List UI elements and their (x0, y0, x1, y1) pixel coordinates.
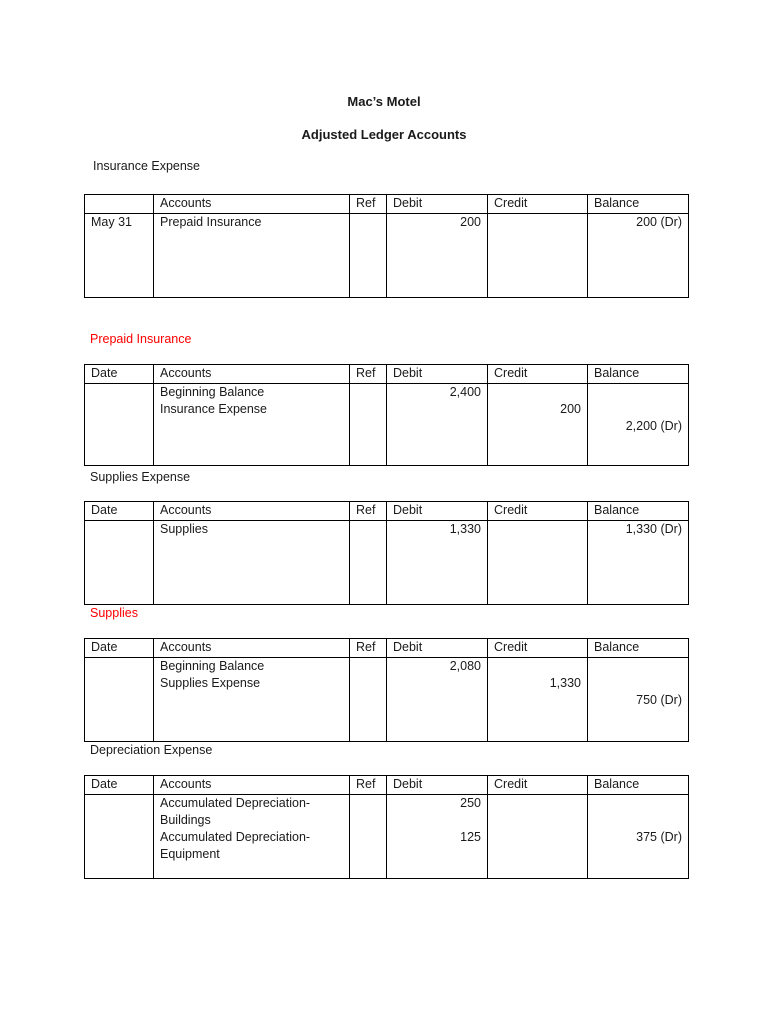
credit-header: Credit (488, 502, 588, 521)
balance-value: 375 (Dr) (636, 830, 682, 844)
debit-header: Debit (387, 776, 488, 795)
entry-debit (387, 384, 488, 466)
ledger-header-row (85, 639, 689, 658)
ref-header: Ref (350, 776, 387, 795)
balance-header: Balance (588, 639, 689, 658)
date-header: Date (85, 365, 154, 384)
entry-credit (488, 521, 588, 605)
ledger-title-supplies: Supplies (90, 606, 138, 620)
ref-header: Ref (350, 365, 387, 384)
entry-credit (488, 384, 588, 466)
debit-value: 125 (460, 830, 481, 844)
document-subtitle: Adjusted Ledger Accounts (301, 127, 467, 142)
ledger-title-depreciation-expense: Depreciation Expense (90, 743, 213, 757)
entry-credit (488, 658, 588, 742)
ledger-title-supplies-expense: Supplies Expense (90, 470, 191, 484)
ledger-table-supplies (84, 638, 689, 742)
entry-debit (387, 214, 488, 298)
ledger-body-row (85, 521, 689, 605)
ref-header: Ref (350, 195, 387, 214)
accounts-header: Accounts (154, 776, 350, 795)
account-line: Accumulated Depreciation- (160, 796, 311, 810)
ledger-table-depreciation-expense (84, 775, 689, 879)
ledger-title-insurance-expense: Insurance Expense (93, 159, 201, 173)
accounts-header: Accounts (154, 365, 350, 384)
date-header (85, 195, 154, 214)
balance-header: Balance (588, 776, 689, 795)
entry-date (85, 658, 154, 742)
account-line: Insurance Expense (160, 402, 268, 416)
account-line: Prepaid Insurance (160, 215, 262, 229)
ledger-table-prepaid-insurance (84, 364, 689, 466)
entry-accounts (154, 658, 350, 742)
entry-ref (350, 214, 387, 298)
ref-header: Ref (350, 502, 387, 521)
ledger-header-row (85, 502, 689, 521)
balance-value: 200 (Dr) (636, 215, 682, 229)
balance-value: 1,330 (Dr) (625, 522, 682, 536)
ledger-table-insurance-expense (84, 194, 689, 298)
entry-date (85, 384, 154, 466)
account-line: Beginning Balance (160, 659, 265, 673)
accounts-header: Accounts (154, 639, 350, 658)
company-title: Mac’s Motel (347, 94, 421, 109)
accounts-header: Accounts (154, 195, 350, 214)
entry-ref (350, 658, 387, 742)
credit-header: Credit (488, 776, 588, 795)
account-line: Supplies (160, 522, 208, 536)
entry-debit (387, 795, 488, 879)
date-header: Date (85, 639, 154, 658)
accounts-header: Accounts (154, 502, 350, 521)
entry-date: May 31 (85, 214, 154, 298)
debit-header: Debit (387, 639, 488, 658)
date-header: Date (85, 776, 154, 795)
debit-value: 200 (460, 215, 481, 229)
ledger-title-prepaid-insurance: Prepaid Insurance (90, 332, 192, 346)
balance-header: Balance (588, 365, 689, 384)
debit-header: Debit (387, 195, 488, 214)
entry-accounts (154, 795, 350, 879)
entry-accounts (154, 384, 350, 466)
debit-value: 250 (460, 796, 481, 810)
debit-value: 1,330 (449, 522, 481, 536)
ledger-table-supplies-expense (84, 501, 689, 605)
entry-ref (350, 795, 387, 879)
credit-value: 1,330 (549, 676, 581, 690)
entry-balance (588, 658, 689, 742)
date-header: Date (85, 502, 154, 521)
balance-header: Balance (588, 502, 689, 521)
entry-ref (350, 521, 387, 605)
ledger-body-row (85, 214, 689, 298)
entry-balance (588, 795, 689, 879)
entry-accounts (154, 521, 350, 605)
entry-debit (387, 521, 488, 605)
entry-debit (387, 658, 488, 742)
debit-value: 2,080 (449, 659, 481, 673)
account-line: Beginning Balance (160, 385, 265, 399)
entry-balance (588, 521, 689, 605)
balance-header: Balance (588, 195, 689, 214)
ledger-header-row (85, 776, 689, 795)
ledger-body-row (85, 795, 689, 879)
entry-balance (588, 384, 689, 466)
entry-date (85, 521, 154, 605)
ref-header: Ref (350, 639, 387, 658)
credit-header: Credit (488, 195, 588, 214)
credit-header: Credit (488, 365, 588, 384)
debit-value: 2,400 (449, 385, 481, 399)
ledger-body-row (85, 658, 689, 742)
account-line: Accumulated Depreciation- (160, 830, 311, 844)
ledger-header-row (85, 195, 689, 214)
balance-value: 750 (Dr) (636, 693, 682, 707)
entry-date (85, 795, 154, 879)
entry-ref (350, 384, 387, 466)
credit-value: 200 (560, 402, 581, 416)
entry-credit (488, 795, 588, 879)
entry-balance (588, 214, 689, 298)
account-line: Supplies Expense (160, 676, 261, 690)
entry-credit (488, 214, 588, 298)
account-line: Buildings (160, 813, 211, 827)
account-line: Equipment (160, 847, 220, 861)
credit-header: Credit (488, 639, 588, 658)
ledger-body-row (85, 384, 689, 466)
entry-accounts (154, 214, 350, 298)
ledger-header-row (85, 365, 689, 384)
debit-header: Debit (387, 502, 488, 521)
debit-header: Debit (387, 365, 488, 384)
balance-value: 2,200 (Dr) (625, 419, 682, 433)
